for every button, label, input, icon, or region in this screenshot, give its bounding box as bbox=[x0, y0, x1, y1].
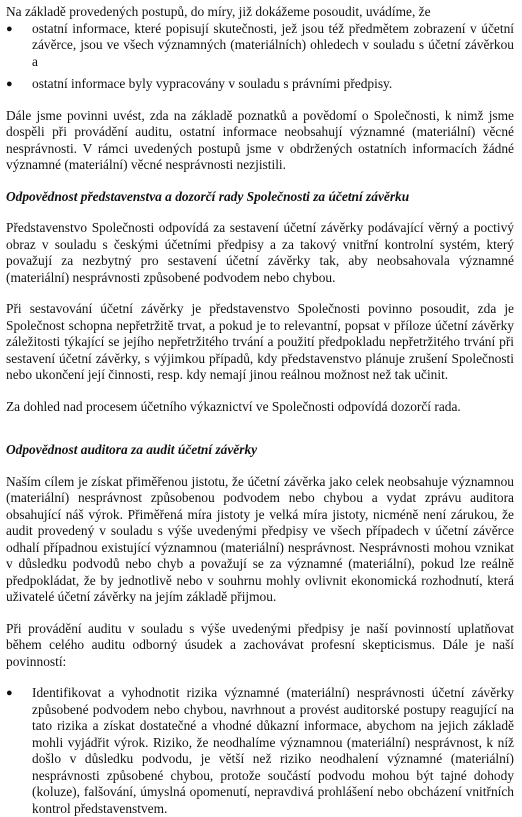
section-heading-auditor: Odpovědnost auditora za audit účetní závěrky bbox=[6, 442, 258, 457]
intro-bullet-list bbox=[6, 21, 514, 93]
list-item-text: Identifikovat a vyhodnotit rizika významné (materiální) nesprávnosti účetní závěrky způsobené podvodem nebo chybou, navrhnout a provést auditorské postupy reagující na tato rizika a získat dostatečné a vhodné důkazní informace, abychom na jejich základě mohli vyjádřit výrok. Riziko, že neodhalíme významnou (materiální) nesprávnost, k níž došlo v důsledku podvodu, je větší než riziko neodhalení významné (materiální) nesprávnosti způsobené chybou, protože součástí podvodu mohou být tajné dohody (koluze), falšování, úmyslná opomenutí, nepravdivá prohlášení nebo obcházení vnitřních kontrol představenstvem. bbox=[32, 685, 514, 816]
list-item-text: ostatní informace, které popisují skutečnosti, jež jsou též předmětem zobrazení v účetní závěrce, jsou ve všech významných (materiálních) ohledech v souladu s účetní závěrkou a bbox=[32, 20, 514, 69]
document-page bbox=[6, 4, 514, 817]
list-item bbox=[6, 685, 514, 817]
bullet-icon: ● bbox=[6, 22, 13, 35]
board-paragraph: Při sestavování účetní závěrky je představenstvo Společnosti povinno posoudit, zda je Společnost schopna nepřetržitě trvat, a pokud je to relevantní, popsat v příloze účetní závěrky záležitosti týkající se jejího nepřetržitého trvání a použití předpokladu nepřetržitého trvání při sestavení účetní závěrky, s výjimkou případů, kdy představenstvo plánuje zrušení Společnosti nebo ukončení její činnosti, resp. kdy nemají jinou reálnou možnost než tak učinit. bbox=[6, 301, 514, 382]
auditor-paragraph: Při provádění auditu v souladu s výše uvedenými předpisy je naší povinností uplatňovat během celého auditu odborný úsudek a zachovávat profesní skepticismus. Dále je naší povinností: bbox=[6, 620, 514, 669]
list-item bbox=[6, 21, 514, 71]
auditor-paragraph: Naším cílem je získat přiměřenou jistotu, že účetní závěrka jako celek neobsahuje významnou (materiální) nesprávnost způsobenou podvodem nebo chybou a vydat zprávu auditora obsahující náš výrok. Přiměřená míra jistoty je velká míra jistoty, nicméně není zárukou, že audit provedený v souladu s výše uvedenými předpisy ve všech případech v účetní závěrce odhalí případnou existující významnou (materiální) nesprávnost. Nesprávnosti mohou vznikat v důsledku podvodů nebo chyb a považují se za významné (materiální), pokud lze reálně předpokládat, že by jednotlivě nebo v souhrnu mohly ovlivnit ekonomická rozhodnutí, která uživatelé účetní závěrky na jejím základě přijmou. bbox=[6, 473, 514, 604]
board-paragraph: Za dohled nad procesem účetního výkaznictví ve Společnosti odpovídá dozorčí rada. bbox=[6, 398, 461, 414]
bullet-icon: ● bbox=[6, 78, 13, 90]
bullet-icon: ● bbox=[6, 687, 13, 699]
auditor-bullet-list bbox=[6, 685, 514, 817]
list-item bbox=[6, 76, 514, 93]
board-paragraph: Představenstvo Společnosti odpovídá za sestavení účetní závěrky podávající věrný a poctivý obraz v souladu s českými účetními předpisy a za takový vnitřní kontrolní systém, který považují za nezbytný pro sestavení účetní závěrky tak, aby neobsahovala významné (materiální) nesprávnosti způsobené podvodem nebo chybou. bbox=[6, 220, 514, 285]
section-heading-board: Odpovědnost představenstva a dozorčí rady Společnosti za účetní závěrku bbox=[6, 188, 410, 204]
duty-paragraph: Dále jsme povinni uvést, zda na základě poznatků a povědomí o Společnosti, k nimž jsme dospěli při provádění auditu, ostatní informace neobsahují významné (materiální) věcné nesprávnosti. V rámci uvedených postupů jsme v obdržených ostatních informacích žádné významné (materiální) věcné nesprávnosti nezjistili. bbox=[6, 107, 514, 172]
list-item-text: ostatní informace byly vypracovány v souladu s právními předpisy. bbox=[32, 76, 393, 91]
intro-paragraph: Na základě provedených postupů, do míry, již dokážeme posoudit, uvádíme, že bbox=[6, 4, 431, 19]
